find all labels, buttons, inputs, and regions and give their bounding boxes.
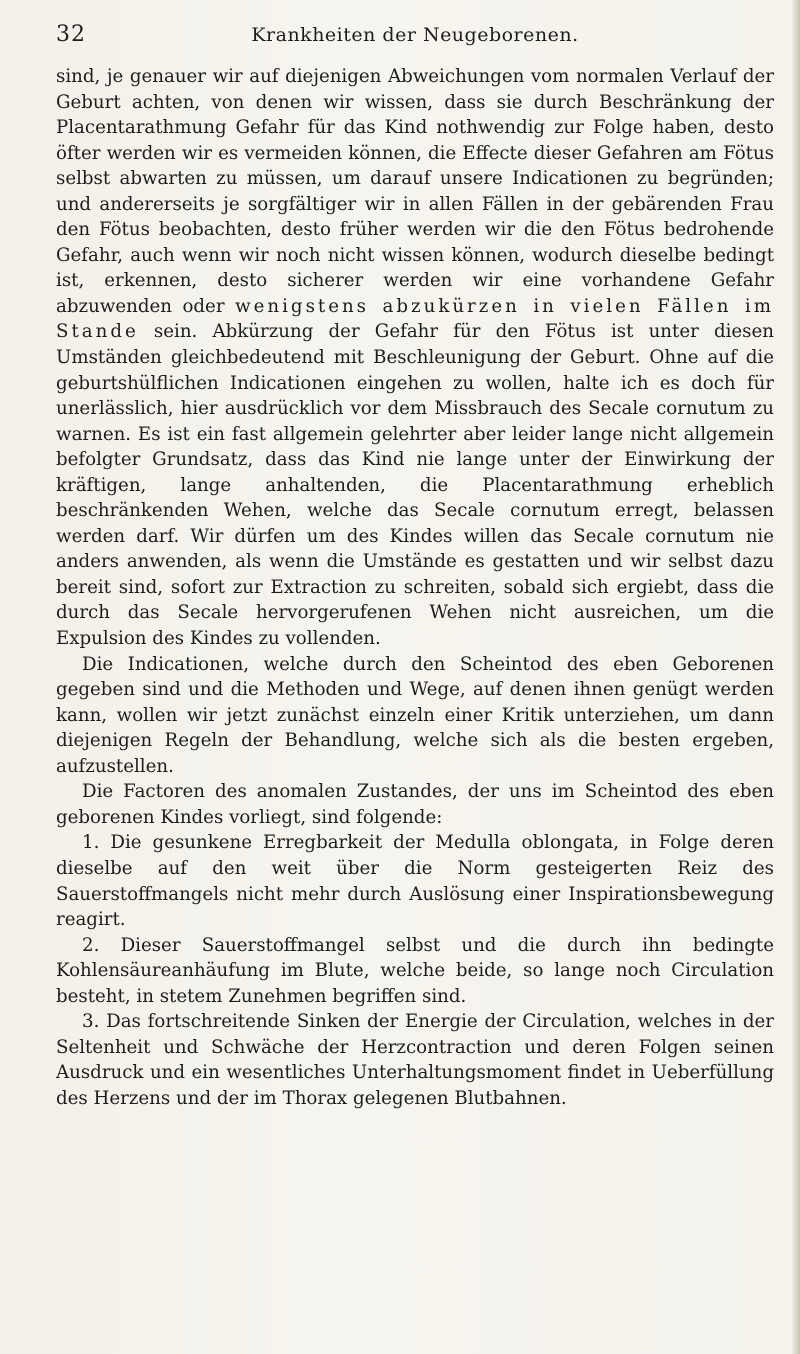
- body-text: [56, 64, 774, 1111]
- paragraph-text-before: sind, je genauer wir auf diejenigen Abweichungen vom normalen Verlauf der Geburt achten, von denen wir wissen, dass sie durch Beschränkung der Placentarathmung Gefahr für das Kind nothwendig zur Folge haben, desto öfter werden wir es vermeiden können, die Effecte dieser Gefahren am Fötus selbst abwarten zu müssen, um darauf unsere Indicationen zu begründen; und andererseits je sorgfältiger wir in allen Fällen in der gebärenden Frau den Fötus beobachten, desto früher werden wir die den Fötus bedrohende Gefahr, auch wenn wir noch nicht wissen können, wodurch dieselbe bedingt ist, erkennen, desto sicherer werden wir eine vorhandene Gefahr abzuwenden oder: [56, 66, 774, 317]
- list-item-factor-2: 2. Dieser Sauerstoffmangel selbst und die durch ihn bedingte Kohlensäureanhäufung im Blute, welche beide, so lange noch Circulation besteht, in stetem Zunehmen begriffen sind.: [56, 934, 774, 1007]
- emphasized-spaced-text: wenigstens abzukürzen in vielen Fällen im Stande: [56, 295, 774, 343]
- page-edge-shadow: [792, 0, 800, 1354]
- page-header: [56, 20, 774, 50]
- paragraph-indications: Die Indicationen, welche durch den Scheintod des eben Geborenen gegeben sind und die Methoden und Wege, auf denen ihnen genügt werden kann, wollen wir jetzt zunächst einzeln einer Kritik unterziehen, um dann diejenigen Regeln der Behandlung, welche sich als die besten ergeben, aufzustellen.: [56, 653, 774, 777]
- list-item-factor-1: 1. Die gesunkene Erregbarkeit der Medulla oblongata, in Folge deren dieselbe auf den weit über die Norm gesteigerten Reiz des Sauerstoffmangels nicht mehr durch Auslösung einer Inspirationsbewegung reagirt.: [56, 832, 774, 931]
- paragraph-text-after: sein. Abkürzung der Gefahr für den Fötus ist unter diesen Umständen gleichbedeutend mit Beschleunigung der Geburt. Ohne auf die geburtshülflichen Indicationen eingehen zu wollen, halte ich es doch für unerlässlich, hier ausdrücklich vor dem Missbrauch des Secale cornutum zu warnen. Es ist ein fast allgemein gelehrter aber leider lange nicht allgemein befolgter Grundsatz, dass das Kind nie lange unter der Einwirkung der kräftigen, lange anhaltenden, die Placentarathmung erheblich beschränkenden Wehen, welche das Secale cornutum erregt, belassen werden darf. Wir dürfen um des Kindes willen das Secale cornutum nie anders anwenden, als wenn die Umstände es gestatten und wir selbst dazu bereit sind, sofort zur Extraction zu schreiten, sobald sich ergiebt, dass die durch das Secale hervorgerufenen Wehen nicht ausreichen, um die Expulsion des Kindes zu vollenden.: [56, 321, 774, 650]
- list-item-factor-3: 3. Das fortschreitende Sinken der Energie der Circulation, welches in der Seltenheit und Schwäche der Herzcontraction und deren Folgen seinen Ausdruck und ein wesentliches Unterhaltungsmoment findet in Ueberfüllung des Herzens und der im Thorax gelegenen Blutbahnen.: [56, 1011, 774, 1109]
- paragraph-continuation: [56, 64, 774, 652]
- paragraph-factors-intro: Die Factoren des anomalen Zustandes, der uns im Scheintod des eben geborenen Kindes vorliegt, sind folgende:: [56, 781, 774, 828]
- page-number: 32: [56, 22, 86, 47]
- running-title: Krankheiten der Neugeborenen.: [251, 24, 579, 46]
